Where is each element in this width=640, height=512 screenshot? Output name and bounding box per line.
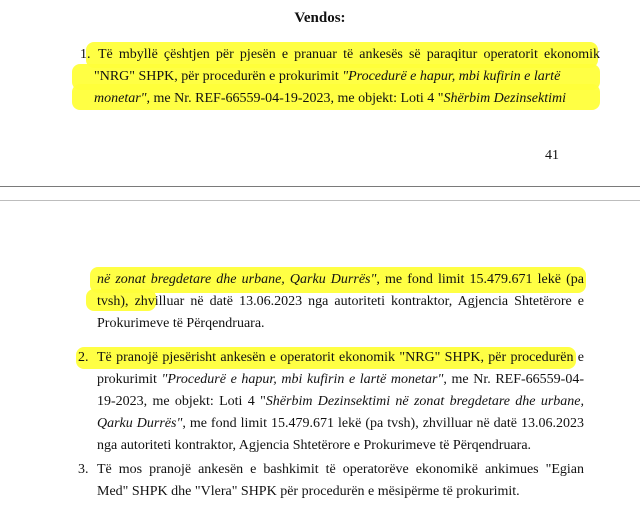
decision-heading: Vendos: [294, 10, 346, 26]
item-text [97, 347, 584, 457]
italic-run: "Procedurë e hapur, mbi kufirin e lartë monetar" [161, 372, 444, 387]
text-run: , me Nr. REF-66559-04- [443, 372, 584, 387]
item-number: 1. [80, 47, 91, 62]
text-line [94, 66, 600, 88]
text-line: nga autoriteti kontraktor, Agjencia Shtetërore e Prokurimeve të Përqendruara. [97, 438, 532, 453]
text-line: Prokurimeve të Përqendruara. [97, 316, 265, 331]
item-text [94, 44, 600, 110]
text-line: Të mbyllë çështjen për pjesën e pranuar të ankesës së paraqitur operatorit ekonomik [98, 47, 600, 62]
text-run: "NRG" SHPK, për procedurën e prokurimit [94, 69, 343, 84]
text-line: Të pranojë pjesërisht ankesën e operatorit ekonomik "NRG" SHPK, për procedurën e [97, 350, 584, 365]
text-run: , me Nr. REF-66559-04-19-2023, me objekt: Loti 4 " [146, 91, 444, 106]
document-page-bottom [0, 201, 640, 512]
text-run: 19-2023, me objekt: Loti 4 " [97, 394, 266, 409]
item-text [97, 269, 584, 335]
italic-run: Qarku Durrës" [97, 416, 183, 431]
document-page-top [0, 0, 640, 186]
text-line: Med" SHPK dhe "Vlera" SHPK për procedurën e mësipërme të prokurimit. [97, 484, 520, 499]
italic-run: Shërbim Dezinsektimi [443, 91, 566, 106]
text-run: , me fond limit 15.479.671 lekë (pa tvsh), zhvilluar në datë 13.06.2023 [182, 416, 584, 431]
item-number: 3. [78, 462, 89, 477]
text-line [97, 391, 584, 413]
text-line: tvsh), zhvilluar në datë 13.06.2023 nga autoriteti kontraktor, Agjencia Shtetërore e [97, 294, 584, 309]
item-number: 2. [78, 350, 89, 365]
italic-run: Shërbim Dezinsektimi në zonat bregdetare dhe urbane, [265, 394, 585, 409]
text-line [97, 413, 584, 435]
italic-run: në zonat bregdetare dhe urbane, Qarku Durrës" [97, 272, 377, 287]
text-run: , me fond limit 15.479.671 lekë (pa [376, 272, 584, 287]
text-line [97, 269, 584, 291]
italic-run: "Procedurë e hapur, mbi kufirin e lartë [342, 69, 561, 84]
item-text [97, 459, 584, 503]
text-line [94, 88, 600, 110]
page-number: 41 [545, 148, 559, 163]
text-run: prokurimit [97, 372, 162, 387]
page-gap [0, 187, 640, 200]
text-line: Të mos pranojë ankesën e bashkimit të operatorëve ekonomikë ankimues "Egian [97, 462, 584, 477]
italic-run: monetar" [94, 91, 147, 106]
text-line [97, 369, 584, 391]
